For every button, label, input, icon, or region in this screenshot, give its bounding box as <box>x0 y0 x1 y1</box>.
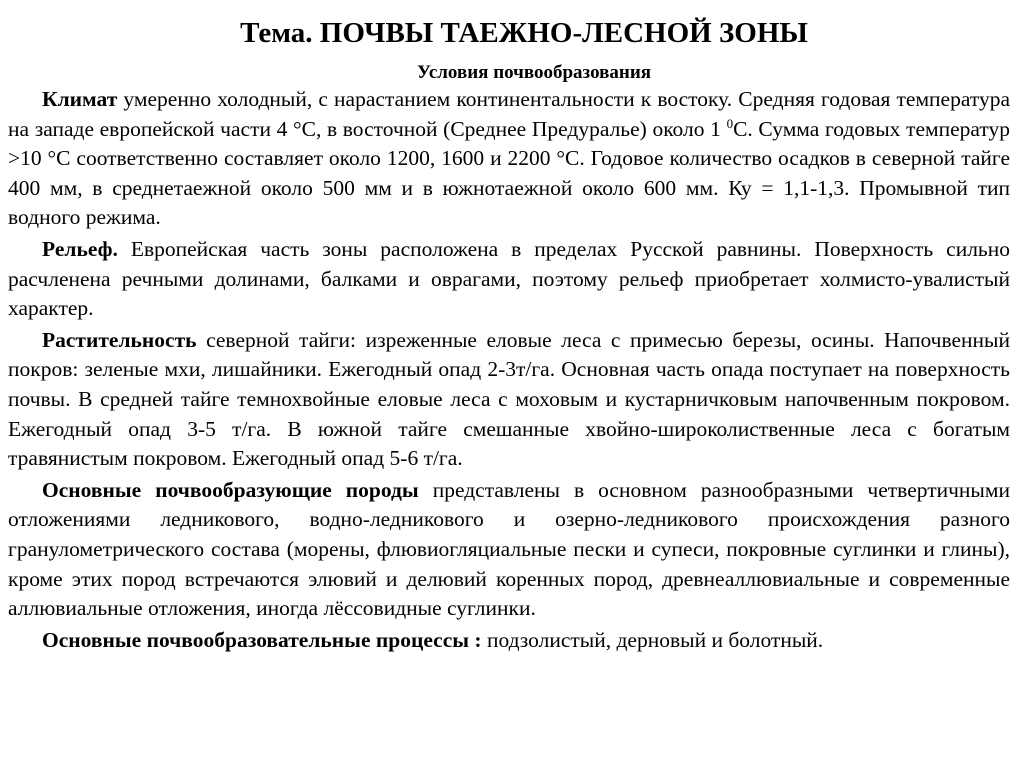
climate-text-b: С. Сумма годовых температур >10 °С соответственно составляет около 1200, 1600 и 2200 °С. Годовое количество осадков в северной тайге 400 мм, в среднетаежной около 500 мм и в южнотаежной около 600 мм. Ку = 1,1-1,3. Промывной тип водного режима. <box>8 116 1010 230</box>
section-subtitle: Условия почвообразования <box>416 62 652 83</box>
relief-text: Европейская часть зоны расположена в пределах Русской равнины. Поверхность сильно расчленена речными долинами, балками и оврагами, поэтому рельеф приобретает холмисто-увалистый характер. <box>8 236 1010 321</box>
rocks-heading: Основные почвообразующие породы <box>42 477 419 502</box>
climate-paragraph <box>8 85 1010 233</box>
processes-heading: Основные почвообразовательные процессы : <box>42 627 482 652</box>
vegetation-text: северной тайги: изреженные еловые леса с примесью березы, осины. Напочвенный покров: зеленые мхи, лишайники. Ежегодный опад 2-3т/га. Основная часть опада поступает на поверхность почвы. В средней тайге темнохвойные еловые леса с моховым и кустарничковым напочвенным покровом. Ежегодный опад 3-5 т/га. В южной тайге смешанные хвойно-широколиственные леса с богатым травянистым покровом. Ежегодный опад 5-6 т/га. <box>8 327 1010 471</box>
degree-superscript: 0 <box>726 115 734 131</box>
climate-text-a: умеренно холодный, с нарастанием континентальности к востоку. Средняя годовая температура на западе европейской части 4 °С, в восточной (Среднее Предуралье) около 1 <box>8 87 1010 141</box>
climate-heading: Климат <box>42 87 118 111</box>
relief-paragraph <box>8 235 1010 324</box>
processes-text: подзолистый, дерновый и болотный. <box>481 627 824 652</box>
vegetation-heading: Растительность <box>42 327 197 352</box>
rocks-paragraph <box>8 476 1010 624</box>
page-title: Тема. ПОЧВЫ ТАЕЖНО-ЛЕСНОЙ ЗОНЫ <box>240 17 808 49</box>
relief-heading: Рельеф. <box>42 236 118 261</box>
rocks-text: представлены в основном разнообразными четвертичными отложениями ледникового, водно-ледникового и озерно-ледникового происхождения разного гранулометрического состава (морены, флювиогляциальные пески и супеси, покровные суглинки и глины), кроме этих пород встречаются элювий и делювий коренных пород, древнеаллювиальные и современные аллювиальные отложения, иногда лёссовидные суглинки. <box>8 477 1010 621</box>
processes-paragraph <box>8 626 1010 656</box>
vegetation-paragraph <box>8 326 1010 474</box>
